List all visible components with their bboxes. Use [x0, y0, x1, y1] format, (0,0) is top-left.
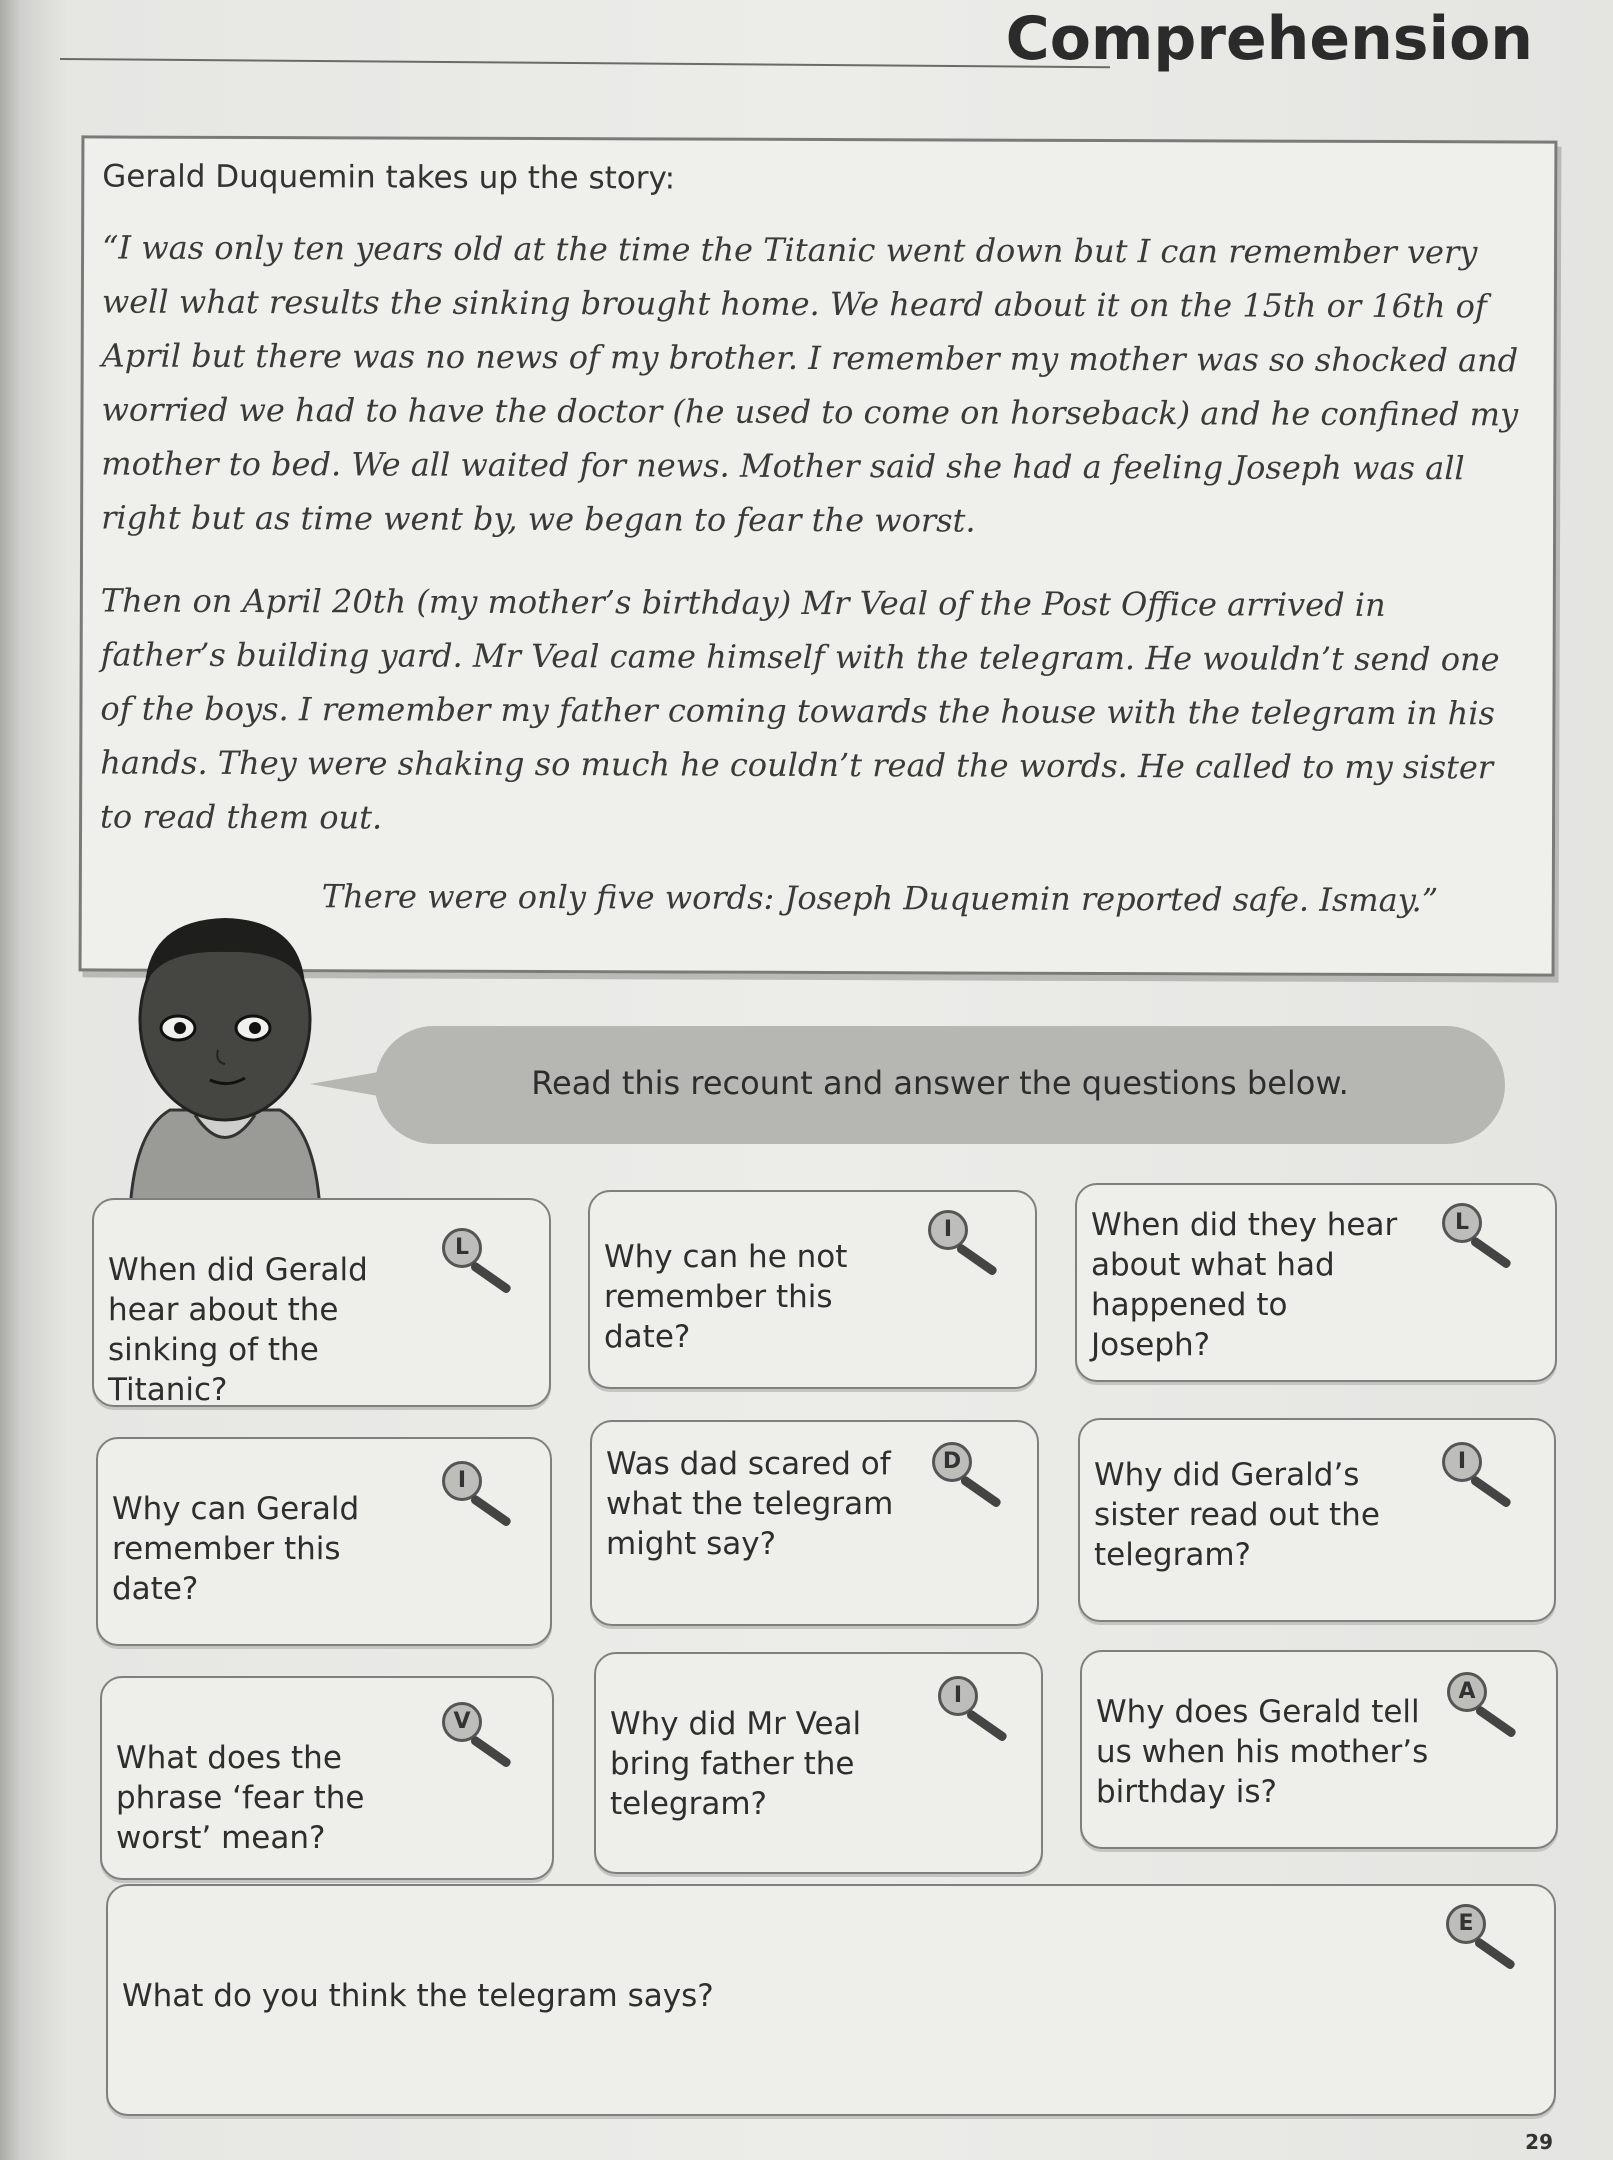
question-card: [100, 1676, 554, 1880]
story-paragraph-1: “I was only ten years old at the time the Titanic went down but I can remember very well what results the sinking brought home. We heard about it on the 15th or 16th of April but there was no news of my brother. I remember my mother was so shocked and worried we had to have the doctor (he used to come on horseback) and he confined my mother to bed. We all waited for news. Mother said she had a feeling Joseph was all right but as time went by, we began to fear the worst.: [101, 228, 1519, 540]
skill-badge: L: [442, 1228, 482, 1268]
book-spine: [0, 0, 22, 2160]
question-text: Why does Gerald tell us when his mother’s birthday is?: [1096, 1694, 1429, 1810]
magnifier-icon: [932, 1442, 1012, 1502]
boy-character-illustration: [110, 910, 340, 1214]
question-card: [594, 1652, 1043, 1874]
page-number: 29: [1525, 2130, 1553, 2154]
story-box: [79, 135, 1558, 976]
magnifier-icon: [442, 1228, 522, 1288]
skill-badge: I: [442, 1461, 482, 1501]
magnifier-icon: [1442, 1203, 1522, 1263]
question-text: Why can Gerald remember this date?: [112, 1491, 360, 1607]
question-card: [1078, 1418, 1556, 1622]
magnifier-icon: [938, 1676, 1018, 1736]
skill-badge: I: [928, 1210, 968, 1250]
question-text: When did they hear about what had happened to Joseph?: [1091, 1207, 1398, 1363]
question-card: [96, 1437, 552, 1646]
speech-bubble-text: Read this recount and answer the questions below.: [531, 1064, 1349, 1102]
magnifier-icon: [1447, 1672, 1527, 1732]
magnifier-icon: [442, 1702, 522, 1762]
skill-badge: A: [1447, 1672, 1487, 1712]
speech-bubble: [375, 1026, 1505, 1144]
question-card: [1075, 1183, 1557, 1382]
question-text: Why did Gerald’s sister read out the telegram?: [1094, 1457, 1380, 1573]
workbook-page: [20, 0, 1613, 2160]
question-text: Why did Mr Veal bring father the telegram?: [610, 1706, 862, 1822]
question-card: [590, 1420, 1039, 1626]
magnifier-icon: [1446, 1904, 1526, 1964]
question-text: When did Gerald hear about the sinking of the Titanic?: [108, 1252, 368, 1408]
question-card: [1080, 1650, 1558, 1849]
question-card: [92, 1198, 551, 1407]
story-intro: Gerald Duquemin takes up the story:: [102, 158, 676, 197]
skill-badge: V: [442, 1702, 482, 1742]
magnifier-icon: [442, 1461, 522, 1521]
skill-badge: E: [1446, 1904, 1486, 1944]
skill-badge: I: [1442, 1442, 1482, 1482]
magnifier-icon: [928, 1210, 1008, 1270]
story-paragraph-2: Then on April 20th (my mother’s birthday) Mr Veal of the Post Office arrived in father’s building yard. Mr Veal came himself with the telegram. He wouldn’t send one of the boys. I remember my father coming towards the house with the telegram in his hands. They were shaking so much he couldn’t read the words. He called to my sister to read them out.: [100, 581, 1500, 837]
skill-badge: D: [932, 1442, 972, 1482]
question-text: Why can he not remember this date?: [604, 1239, 848, 1355]
question-text: What do you think the telegram says?: [122, 1978, 714, 2014]
question-text: Was dad scared of what the telegram might say?: [606, 1446, 894, 1562]
page-title: Comprehension: [1005, 4, 1533, 74]
skill-badge: L: [1442, 1203, 1482, 1243]
magnifier-icon: [1442, 1442, 1522, 1502]
story-paragraph-3: There were only five words: Joseph Duquemin reported safe. Ismay.”: [321, 877, 1439, 920]
question-card: [588, 1190, 1037, 1389]
question-text: What does the phrase ‘fear the worst’ mean?: [116, 1740, 365, 1856]
question-card-wide: [106, 1884, 1556, 2116]
title-underline: [60, 58, 1110, 68]
skill-badge: I: [938, 1676, 978, 1716]
